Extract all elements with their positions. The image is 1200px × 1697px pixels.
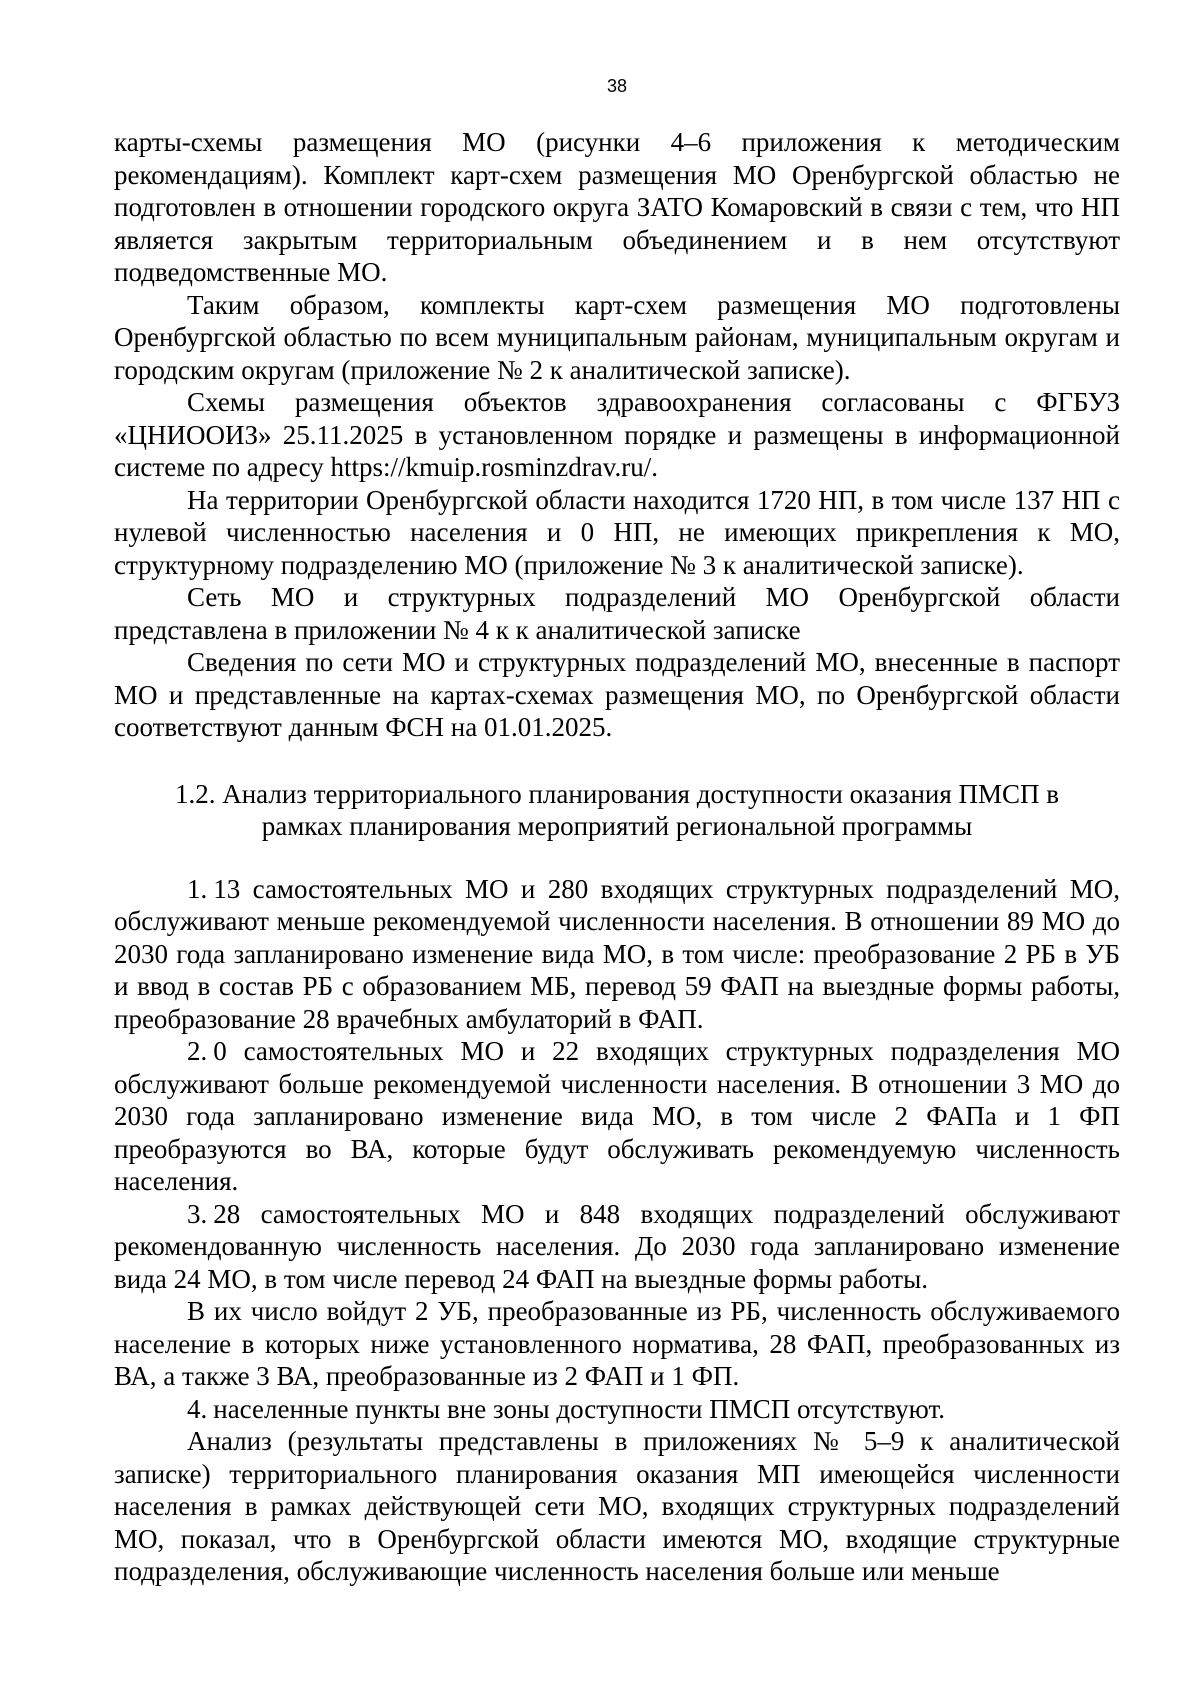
paragraph-settlements-count: На территории Оренбургской области находится 1720 НП, в том числе 137 НП с нулевой численностью населения и 0 НП, не имеющих прикрепления к МО, структурному подразделению МО (приложение № 3 к аналитической записке). xyxy=(114,484,1120,580)
paragraph-map-sets-summary: Таким образом, комплекты карт-схем размещения МО подготовлены Оренбургской областью по всем муниципальным районам, муниципальным округам и городским округам (приложение № 2 к аналитической записке). xyxy=(114,289,1120,385)
list-item xyxy=(114,1035,1120,1198)
list-item-text: 0 самостоятельных МО и 22 входящих структурных подразделения МО обслуживают больше рекомендуемой численности населения. В отношении 3 МО до 2030 года запланировано изменение вида МО, в том числе 2 ФАПа и 1 ФП преобразуются во ВА, которые будут обслуживать рекомендуемую численность населения. xyxy=(114,1036,1120,1196)
page-number: 38 xyxy=(606,76,628,96)
paragraph-transformations: В их число войдут 2 УБ, преобразованные из РБ, численность обслуживаемого население в которых ниже установленного норматива, 28 ФАП, преобразованных из ВА, а также 3 ВА, преобразованные из 2 ФАП и 1 ФП. xyxy=(114,1296,1120,1391)
paragraph-schemes-approved: Схемы размещения объектов здравоохранения согласованы с ФГБУЗ «ЦНИООИЗ» 25.11.2025 в установленном порядке и размещены в информационной системе по адресу https://kmuip.rosminzdrav.ru/. xyxy=(114,387,1120,482)
list-item xyxy=(114,1198,1120,1296)
list-item-number: 2. xyxy=(187,1036,208,1066)
list-item xyxy=(114,1393,1120,1426)
paragraph-network-annex: Сеть МО и структурных подразделений МО Оренбургской области представлена в приложении № 4 к к аналитической записке xyxy=(114,582,1120,645)
list-item-number: 3. xyxy=(187,1198,208,1229)
paragraph-network-data: Сведения по сети МО и структурных подразделений МО, внесенные в паспорт МО и представленные на картах-схемах размещения МО, по Оренбургской области соответствуют данным ФСН на 01.01.2025. xyxy=(114,647,1120,742)
list-item-number: 1. xyxy=(187,873,208,904)
section-heading xyxy=(114,778,1120,843)
section-heading-line-2: рамках планирования мероприятий региональной программы xyxy=(261,811,973,841)
paragraph-map-schemes: карты-схемы размещения МО (рисунки 4–6 приложения к методическим рекомендациям). Комплект карт-схем размещения МО Оренбургской областью не подготовлен в отношении городского округа ЗАТО Комаровский в связи с тем, что НП является закрытым территориальным объединением и в нем отсутствуют подведомственные МО. xyxy=(114,127,1120,287)
paragraph-analysis: Анализ (результаты представлены в приложениях № 5–9 к аналитической записке) территориального планирования оказания МП имеющейся численности населения в рамках действующей сети МО, входящих структурных подразделений МО, показал, что в Оренбургской области имеются МО, входящие структурные подразделения, обслуживающие численность населения больше или меньше xyxy=(114,1426,1120,1586)
section-heading-line-1: 1.2. Анализ территориального планирования доступности оказания ПМСП в xyxy=(174,778,1060,809)
list-item-number: 4. xyxy=(187,1393,208,1424)
list-item-text: 28 самостоятельных МО и 848 входящих подразделений обслуживают рекомендованную численность населения. До 2030 года запланировано изменение вида 24 МО, в том числе перевод 24 ФАП на выездные формы работы. xyxy=(114,1198,1120,1294)
list-item-text: 13 самостоятельных МО и 280 входящих структурных подразделений МО, обслуживают меньше рекомендуемой численности населения. В отношении 89 МО до 2030 года запланировано изменение вида МО, в том числе: преобразование 2 РБ в УБ и ввод в состав РБ с образованием МБ, перевод 59 ФАП на выездные формы работы, преобразование 28 врачебных амбулаторий в ФАП. xyxy=(114,873,1120,1034)
list-item-text: населенные пункты вне зоны доступности ПМСП отсутствуют. xyxy=(213,1393,945,1424)
list-item xyxy=(114,873,1120,1036)
